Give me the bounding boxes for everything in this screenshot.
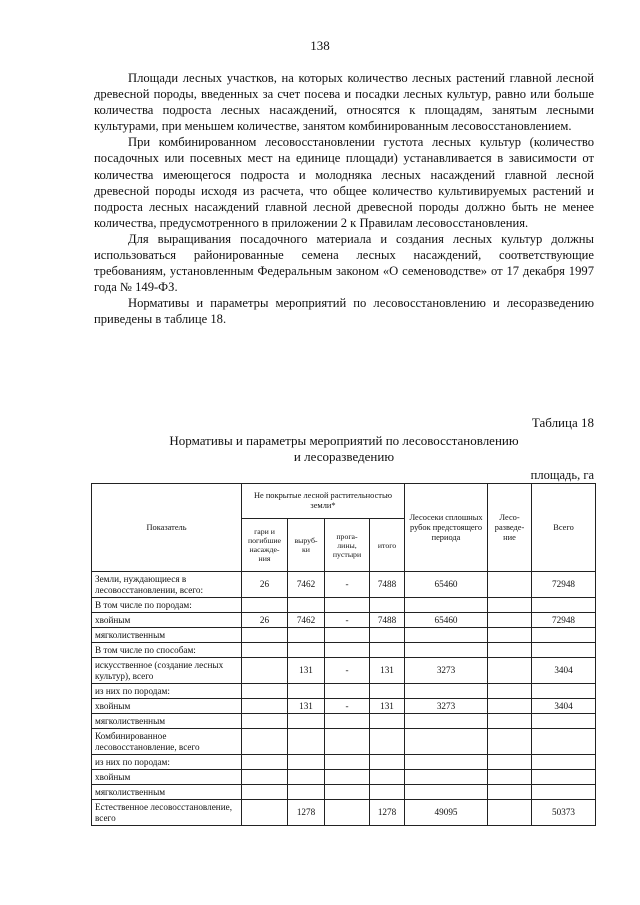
cell-clearcuts: 65460 [405, 613, 488, 628]
cell-total: 72948 [532, 572, 596, 598]
row-label: из них по породам: [92, 684, 242, 699]
table-number: Таблица 18 [531, 415, 594, 430]
table-row [92, 785, 596, 800]
table-row [92, 572, 596, 598]
table-row [92, 699, 596, 714]
cell-afforestation [488, 628, 532, 643]
cell-clearcuts: 49095 [405, 800, 488, 826]
cell-cuttings [288, 714, 325, 729]
row-label: мягколиственным [92, 628, 242, 643]
cell-subtotal [370, 628, 405, 643]
table-unit: площадь, га [530, 468, 594, 482]
cell-subtotal: 7488 [370, 572, 405, 598]
row-label: В том числе по способам: [92, 643, 242, 658]
cell-afforestation [488, 800, 532, 826]
table-row [92, 770, 596, 785]
row-label: хвойным [92, 770, 242, 785]
cell-afforestation [488, 714, 532, 729]
row-label: хвойным [92, 613, 242, 628]
header-clearcuts: Лесосеки сплошных рубок предстоящего периода [405, 484, 488, 572]
header-cuttings: выруб-ки [288, 519, 325, 572]
cell-glades [325, 800, 370, 826]
cell-glades: - [325, 699, 370, 714]
row-label: из них по породам: [92, 755, 242, 770]
header-afforestation: Лесо-разведе-ние [488, 484, 532, 572]
table-row [92, 598, 596, 613]
cell-cuttings: 7462 [288, 572, 325, 598]
page-number: 138 [310, 38, 330, 53]
cell-burnt: 26 [242, 572, 288, 598]
cell-afforestation [488, 785, 532, 800]
row-label: хвойным [92, 699, 242, 714]
table-title-line-2: и лесоразведению [293, 449, 395, 464]
table-row [92, 800, 596, 826]
cell-burnt [242, 729, 288, 755]
table-row [92, 643, 596, 658]
cell-afforestation [488, 699, 532, 714]
cell-clearcuts [405, 714, 488, 729]
cell-cuttings [288, 643, 325, 658]
cell-clearcuts [405, 770, 488, 785]
cell-burnt [242, 770, 288, 785]
cell-subtotal: 131 [370, 658, 405, 684]
cell-subtotal [370, 598, 405, 613]
row-label: Естественное лесовосстановление, всего [92, 800, 242, 826]
cell-afforestation [488, 613, 532, 628]
cell-clearcuts [405, 785, 488, 800]
paragraph-3: Для выращивания посадочного материала и создания лесных культур должны использоваться районированные семена лесных насаждений, соответствующие требованиям, установленным Федеральным законом «О семеноводстве» от 17 декабря 1997 года № 149-ФЗ. [94, 231, 594, 295]
header-indicator: Показатель [92, 484, 242, 572]
cell-cuttings [288, 598, 325, 613]
cell-clearcuts [405, 628, 488, 643]
cell-total [532, 755, 596, 770]
cell-total [532, 684, 596, 699]
cell-subtotal [370, 714, 405, 729]
row-label: Комбинированное лесовосстановление, всего [92, 729, 242, 755]
cell-burnt [242, 785, 288, 800]
cell-total [532, 643, 596, 658]
cell-burnt: 26 [242, 613, 288, 628]
cell-total [532, 729, 596, 755]
cell-total: 3404 [532, 699, 596, 714]
table-title [94, 433, 594, 465]
cell-subtotal [370, 729, 405, 755]
body-text [94, 70, 594, 328]
header-not-covered: Не покрытые лесной растительностью земли* [242, 484, 405, 519]
cell-burnt [242, 658, 288, 684]
table-title-line-1: Нормативы и параметры мероприятий по лесовосстановлению [169, 433, 519, 448]
cell-clearcuts: 3273 [405, 699, 488, 714]
cell-afforestation [488, 598, 532, 613]
cell-subtotal: 1278 [370, 800, 405, 826]
cell-glades [325, 785, 370, 800]
cell-cuttings: 131 [288, 699, 325, 714]
cell-total [532, 628, 596, 643]
cell-clearcuts: 65460 [405, 572, 488, 598]
row-label: искусственное (создание лесных культур), всего [92, 658, 242, 684]
cell-cuttings [288, 729, 325, 755]
cell-clearcuts [405, 684, 488, 699]
cell-glades [325, 643, 370, 658]
cell-burnt [242, 598, 288, 613]
cell-glades [325, 598, 370, 613]
row-label: мягколиственным [92, 785, 242, 800]
cell-glades [325, 770, 370, 785]
cell-total: 72948 [532, 613, 596, 628]
cell-subtotal [370, 770, 405, 785]
cell-afforestation [488, 770, 532, 785]
header-burnt: гари и погибшие насажде-ния [242, 519, 288, 572]
cell-clearcuts [405, 755, 488, 770]
cell-cuttings [288, 755, 325, 770]
cell-total: 50373 [532, 800, 596, 826]
cell-cuttings [288, 770, 325, 785]
cell-subtotal [370, 643, 405, 658]
cell-cuttings: 1278 [288, 800, 325, 826]
cell-subtotal [370, 785, 405, 800]
header-glades: прога-лины, пустыри [325, 519, 370, 572]
table-row [92, 729, 596, 755]
cell-glades [325, 628, 370, 643]
cell-afforestation [488, 684, 532, 699]
table-row [92, 613, 596, 628]
cell-clearcuts [405, 729, 488, 755]
table-row [92, 755, 596, 770]
table-row [92, 658, 596, 684]
cell-cuttings: 131 [288, 658, 325, 684]
row-label: В том числе по породам: [92, 598, 242, 613]
cell-afforestation [488, 572, 532, 598]
cell-total [532, 770, 596, 785]
cell-clearcuts: 3273 [405, 658, 488, 684]
cell-cuttings [288, 684, 325, 699]
cell-subtotal [370, 684, 405, 699]
header-total: Всего [532, 484, 596, 572]
table-row [92, 684, 596, 699]
cell-subtotal: 131 [370, 699, 405, 714]
cell-clearcuts [405, 598, 488, 613]
paragraph-1: Площади лесных участков, на которых количество лесных растений главной лесной древесной породы, введенных за счет посева и посадки лесных культур, равно или больше количества подроста лесных насаждений, относятся к площадям, занятым лесными культурами, при меньшем количестве, занятом комбинированным лесовосстановлением. [94, 71, 594, 134]
cell-glades: - [325, 572, 370, 598]
data-table [91, 483, 596, 826]
cell-glades: - [325, 613, 370, 628]
cell-subtotal: 7488 [370, 613, 405, 628]
row-label: Земли, нуждающиеся в лесовосстановлении, всего: [92, 572, 242, 598]
cell-cuttings [288, 628, 325, 643]
cell-glades: - [325, 658, 370, 684]
cell-total [532, 785, 596, 800]
cell-burnt [242, 714, 288, 729]
row-label: мягколиственным [92, 714, 242, 729]
cell-afforestation [488, 658, 532, 684]
cell-cuttings [288, 785, 325, 800]
cell-total: 3404 [532, 658, 596, 684]
cell-glades [325, 755, 370, 770]
paragraph-2: При комбинированном лесовосстановлении густота лесных культур (количество посадочных или посевных мест на единице площади) устанавливается в зависимости от количества имеющегося подроста и молодняка лесных насаждений главной лесной древесной породы исходя из расчета, что общее количество культивируемых растений и подроста лесных насаждений главной лесной древесной породы должно быть не менее количества, предусмотренного в приложении 2 к Правилам лесовосстановления. [94, 135, 594, 230]
cell-glades [325, 729, 370, 755]
table-row [92, 714, 596, 729]
cell-burnt [242, 684, 288, 699]
cell-burnt [242, 800, 288, 826]
cell-cuttings: 7462 [288, 613, 325, 628]
table-row [92, 628, 596, 643]
cell-burnt [242, 699, 288, 714]
cell-afforestation [488, 729, 532, 755]
cell-burnt [242, 643, 288, 658]
cell-burnt [242, 755, 288, 770]
cell-glades [325, 714, 370, 729]
cell-burnt [242, 628, 288, 643]
cell-afforestation [488, 643, 532, 658]
cell-subtotal [370, 755, 405, 770]
cell-afforestation [488, 755, 532, 770]
cell-clearcuts [405, 643, 488, 658]
paragraph-4: Нормативы и параметры мероприятий по лесовосстановлению и лесоразведению приведены в таблице 18. [94, 296, 594, 327]
cell-total [532, 598, 596, 613]
cell-total [532, 714, 596, 729]
header-subtotal: итого [370, 519, 405, 572]
cell-glades [325, 684, 370, 699]
